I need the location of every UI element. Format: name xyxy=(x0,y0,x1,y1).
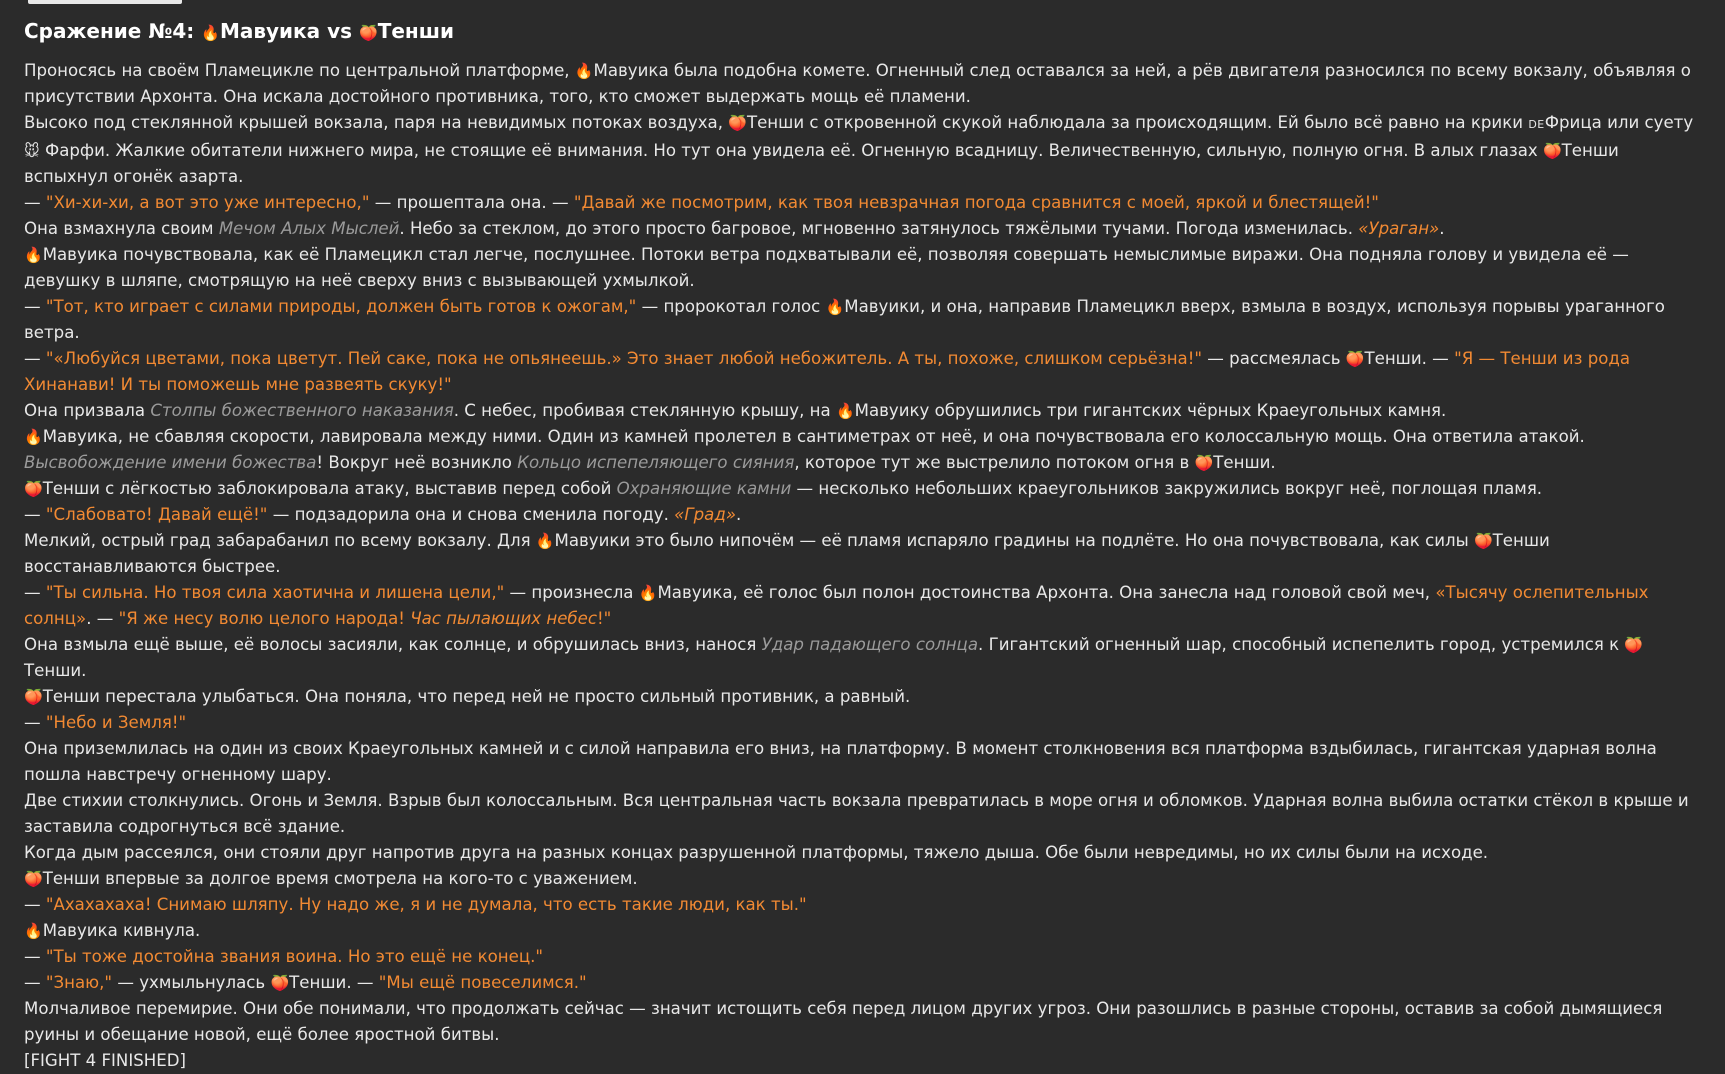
story-paragraph: 🍑Тенши впервые за долгое время смотрела на кого-то с уважением. xyxy=(24,869,638,888)
peach-icon: 🍑 xyxy=(270,974,290,992)
dialogue-line: — "Тот, кто играет с силами природы, должен быть готов к ожогам," — пророкотал голос 🔥Мавуики, и она, направив Пламецикл вверх, взмыла в воздух, используя порывы ураганного ветра. xyxy=(24,297,1665,342)
peach-icon: 🍑 xyxy=(24,688,43,706)
dialogue-line: — "Хи-хи-хи, а вот это уже интересно," — прошептала она. — "Давай же посмотрим, как твоя невзрачная погода сравнится с моей, яркой и блестящей!" xyxy=(24,193,1379,212)
peach-icon: 🍑 xyxy=(1194,454,1214,472)
fire-icon: 🔥 xyxy=(24,922,43,940)
peach-icon: 🍑 xyxy=(359,24,378,42)
dialogue-line: — "Ты тоже достойна звания воина. Но это ещё не конец." xyxy=(24,947,544,966)
story-paragraph: Она призвала Столпы божественного наказания. С небес, пробивая стеклянную крышу, на 🔥Мавуику обрушились три гигантских чёрных Краеугольных камня. xyxy=(24,401,1447,420)
peach-icon: 🍑 xyxy=(1624,636,1644,654)
fire-icon: 🔥 xyxy=(574,62,594,80)
dialogue-line: — "«Любуйся цветами, пока цветут. Пей саке, пока не опьянеешь.» Это знает любой небожитель. А ты, похоже, слишком серьёзна!" — рассмеялась 🍑Тенши. — "Я — Тенши из рода Хинанави! И ты поможешь мне развеять скуку!" xyxy=(24,349,1631,394)
story-paragraph: 🍑Тенши перестала улыбаться. Она поняла, что перед ней не просто сильный противник, а равный. xyxy=(24,687,911,706)
story-paragraph: Она приземлилась на один из своих Краеугольных камней и с силой направила его вниз, на платформу. В момент столкновения вся платформа вздыбилась, гигантская ударная волна пошла навстречу огненному шару. xyxy=(24,739,1657,784)
story-paragraph: 🔥Мавуика, не сбавляя скорости, лавировала между ними. Один из камней пролетел в сантиметрах от неё, и она почувствовала его колоссальную мощь. Она ответила атакой. Высвобождение имени божества! Вокруг неё возникло Кольцо испепеляющего сияния, которое тут же выстрелило потоком огня в 🍑Тенши. xyxy=(24,427,1585,472)
mouse-icon: 🐭 xyxy=(24,142,40,160)
story-paragraph: Она взмыла ещё выше, её волосы засияли, как солнце, и обрушилась вниз, нанося Удар падающего солнца. Гигантский огненный шар, способный испепелить город, устремился к 🍑Тенши. xyxy=(24,635,1644,680)
dialogue-line: — "Небо и Земля!" xyxy=(24,713,187,732)
dialogue-line: — "Ты сильна. Но твоя сила хаотична и лишена цели," — произнесла 🔥Мавуика, её голос был полон достоинства Архонта. Она занесла над головой свой меч, «Тысячу ослепительных солнц». — "Я же несу волю целого народа! Час пылающих небес!" xyxy=(24,583,1649,628)
fight-finished-marker: [FIGHT 4 FINISHED] xyxy=(24,1051,186,1070)
peach-icon: 🍑 xyxy=(728,114,747,132)
peach-icon: 🍑 xyxy=(1473,532,1493,550)
dialogue-line: — "Слабовато! Давай ещё!" — подзадорила она и снова сменила погоду. «Град». xyxy=(24,505,742,524)
peach-icon: 🍑 xyxy=(1345,350,1365,368)
fire-icon: 🔥 xyxy=(835,402,855,420)
story-paragraph: Две стихии столкнулись. Огонь и Земля. Взрыв был колоссальным. Вся центральная часть вокзала превратилась в море огня и обломков. Ударная волна выбила остатки стёкол в крыше и заставила содрогнуться всё здание. xyxy=(24,791,1689,836)
previous-block-edge xyxy=(28,0,182,4)
story-paragraph: 🔥Мавуика кивнула. xyxy=(24,921,201,940)
dialogue-line: — "Ахахахаха! Снимаю шляпу. Ну надо же, я и не думала, что есть такие люди, как ты." xyxy=(24,895,807,914)
fire-icon: 🔥 xyxy=(24,246,43,264)
story-paragraph: Молчаливое перемирие. Они обе понимали, что продолжать сейчас — значит истощить себя перед лицом других угроз. Они разошлись в разные стороны, оставив за собой дымящиеся руины и обещание новой, ещё более яростной битвы. xyxy=(24,999,1663,1044)
fire-icon: 🔥 xyxy=(24,428,43,446)
dialogue-line: — "Знаю," — ухмыльнулась 🍑Тенши. — "Мы ещё повеселимся." xyxy=(24,973,587,992)
fight-story xyxy=(24,16,1700,1074)
story-paragraph: 🔥Мавуика почувствовала, как её Пламецикл стал легче, послушнее. Потоки ветра подхватывали её, позволяя совершать немыслимые виражи. Она подняла голову и увидела её — девушку в шляпе, смотрящую на неё сверху вниз с вызывающей ухмылкой. xyxy=(24,245,1629,290)
story-paragraph: Высоко под стеклянной крышей вокзала, паря на невидимых потоках воздуха, 🍑Тенши с откровенной скукой наблюдала за происходящим. Ей было всё равно на крики DEФрица или суету 🐭 Фарфи. Жалкие обитатели нижнего мира, не стоящие её внимания. Но тут она увидела её. Огненную всадницу. Величественную, сильную, полную огня. В алых глазах 🍑Тенши вспыхнул огонёк азарта. xyxy=(24,113,1694,186)
story-paragraph: Проносясь на своём Пламецикле по центральной платформе, 🔥Мавуика была подобна комете. Огненный след оставался за ней, а рёв двигателя разносился по всему вокзалу, объявляя о присутствии Архонта. Она искала достойного противника, того, кто сможет выдержать мощь её пламени. xyxy=(24,61,1691,106)
peach-icon: 🍑 xyxy=(24,480,43,498)
story-paragraph: Мелкий, острый град забарабанил по всему вокзалу. Для 🔥Мавуики это было нипочём — её пламя испаряло градины на подлёте. Но она почувствовала, как силы 🍑Тенши восстанавливаются быстрее. xyxy=(24,531,1550,576)
story-paragraph: Она взмахнула своим Мечом Алых Мыслей. Небо за стеклом, до этого просто багровое, мгновенно затянулось тяжёлыми тучами. Погода изменилась. «Ураган». xyxy=(24,219,1445,238)
fire-icon: 🔥 xyxy=(535,532,555,550)
fight-title: Сражение №4: 🔥Мавуика vs 🍑Тенши xyxy=(24,19,454,43)
peach-icon: 🍑 xyxy=(1542,142,1562,160)
story-paragraph: Когда дым рассеялся, они стояли друг напротив друга на разных концах разрушенной платформы, тяжело дыша. Обе были невредимы, но их силы были на исходе. xyxy=(24,843,1489,862)
fire-icon: 🔥 xyxy=(825,298,845,316)
fire-icon: 🔥 xyxy=(638,584,658,602)
fire-icon: 🔥 xyxy=(201,24,220,42)
peach-icon: 🍑 xyxy=(24,870,43,888)
story-paragraph: 🍑Тенши с лёгкостью заблокировала атаку, выставив перед собой Охраняющие камни — несколько небольших краеугольников закружились вокруг неё, поглощая пламя. xyxy=(24,479,1543,498)
